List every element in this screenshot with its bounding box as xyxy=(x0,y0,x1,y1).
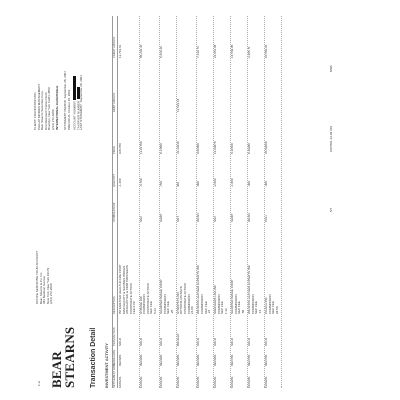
row-separator xyxy=(159,16,160,388)
cell-symbol: WLSN xyxy=(247,213,252,222)
cell-settlement-date: 10/02/01 xyxy=(247,376,252,388)
cell-transaction: SOLD xyxy=(247,337,252,346)
cell-trade-date: 09/26/01 xyxy=(175,354,180,366)
statement-info xyxy=(64,71,84,130)
description-line: .24 xyxy=(207,309,212,314)
col-header-trade: TRADE DATE xyxy=(113,349,116,366)
cell-trade-date: 09/27/01 xyxy=(230,354,235,366)
client-address-line: One Metrotech Center North xyxy=(43,92,48,130)
cell-settlement-date: 10/02/01 xyxy=(264,376,268,388)
cell-trade-date: 09/26/01 xyxy=(159,354,163,366)
col-header-price: PRICE xyxy=(113,146,116,154)
cell-symbol: SHRP xyxy=(159,213,163,222)
client-address-line: INTERNATIONAL CHARITABLE xyxy=(54,85,59,130)
description-line: SHARPER IMAGE CORP xyxy=(230,279,235,314)
cell-transaction: BOUGHT xyxy=(175,333,180,346)
col-header-quantity: QUANTITY xyxy=(113,173,116,187)
cell-quantity: -800 xyxy=(196,180,201,187)
cell-quantity: -400 xyxy=(264,180,268,187)
logo-line-2: STEARNS xyxy=(62,326,77,388)
cell-quantity: -700 xyxy=(159,180,163,187)
cell-transaction: SOLD xyxy=(159,337,163,346)
office-address-line: 383 Madison Avenue xyxy=(42,276,47,304)
cell-description xyxy=(214,285,228,314)
description-line: CORPORATE ACTION xyxy=(128,283,133,314)
description-line: UNSOLICITED & FIRM PROCEEDS xyxy=(125,265,130,314)
cell-symbol: SKX xyxy=(138,215,143,222)
col-header-settle: SETTLEMENT DATE xyxy=(113,363,116,388)
cell-debit: 12,523.18 xyxy=(175,98,180,112)
description-line: SEC FEE xyxy=(220,301,225,314)
cell-credit: 7,149.76 xyxy=(196,46,201,58)
cell-trade-date: 09/26/01 xyxy=(138,354,143,366)
description-line: FEE 0.00 xyxy=(132,301,137,314)
cell-trade-date: 09/27/01 xyxy=(247,354,252,366)
cell-symbol: SKX xyxy=(213,215,218,222)
description-line: COMMISSION xyxy=(216,294,221,314)
col-header-debit: DEBIT AMOUNT xyxy=(113,92,116,112)
office-address-line: New York, New York 10179 xyxy=(45,267,50,304)
cell-transaction: SOLD xyxy=(213,337,218,346)
description-line: 24.00 xyxy=(190,306,195,314)
row-separator xyxy=(281,16,282,388)
cell-description xyxy=(248,265,262,314)
description-line: SEC FEE xyxy=(166,301,171,314)
cell-price: 8.14500 xyxy=(159,143,163,154)
cell-quantity: -400 xyxy=(247,180,252,187)
cell-credit: 85,203.46 xyxy=(138,44,143,58)
client-address-line: PHILLIP MORRIS MANAGEMENT xyxy=(36,83,41,130)
cell-price: 12.04870 xyxy=(213,141,218,154)
description-line: SKECHERS USA INC xyxy=(213,284,218,314)
description-line: COMMISSION xyxy=(250,294,255,314)
description-line: 1.22 xyxy=(224,308,229,314)
cell-symbol: SGT xyxy=(175,215,180,222)
statement-info-row: LAST STATEMENT September 28, 2001 xyxy=(79,75,84,130)
col-header-credit: CREDIT AMOUNT xyxy=(113,36,116,58)
description-line: CORPORATE ACTION xyxy=(145,283,150,314)
description-line: WILSONS LEATHER EXPERTS INC xyxy=(247,264,252,314)
cell-price: 8.11500 xyxy=(230,143,235,154)
row-separator xyxy=(247,16,248,388)
cell-credit: 5,669.30 xyxy=(159,46,163,58)
cell-symbol: WLSN xyxy=(196,213,201,222)
description-line: SYNOPSYS INC xyxy=(175,291,180,314)
cell-credit: 13,719.61 xyxy=(118,44,122,58)
cell-trade-date: 09/26/01 xyxy=(118,354,122,366)
cell-settlement-date: 10/01/01 xyxy=(175,376,180,388)
description-line: CORPORATE ACTION xyxy=(183,283,188,314)
redaction-bar xyxy=(73,76,76,100)
cell-price: 26.52000 xyxy=(264,141,268,154)
cell-trade-date: 09/27/01 xyxy=(264,354,268,366)
description-line: SEC FEE xyxy=(271,301,276,314)
subsection-title: INVESTMENT ACTIVITY xyxy=(104,343,109,388)
office-address-line: Bear, Stearns & Co. Inc. xyxy=(38,271,43,304)
office-address-line: (212) 272-2000 xyxy=(49,283,54,304)
statement-info-row: ACCOUNT NUMBER xyxy=(73,71,77,130)
cell-description xyxy=(160,279,174,314)
cell-description xyxy=(231,279,245,314)
row-separator xyxy=(230,16,231,388)
cell-credit: 3,385.71 xyxy=(247,46,252,58)
cell-credit: 10,583.64 xyxy=(264,44,268,58)
header-rule-bottom xyxy=(117,16,118,388)
description-line: MAIN EQUITY & SAVINGS PRICES xyxy=(121,265,126,314)
statement-sheet xyxy=(30,12,346,392)
redaction-bar xyxy=(77,87,80,99)
description-line: SEC FEE xyxy=(237,301,242,314)
cell-price: 31.34640 xyxy=(175,141,180,154)
cell-description xyxy=(265,294,279,314)
description-line: COMMISSION xyxy=(267,294,272,314)
client-address-line: Brooklyn, New York 11201-3859 xyxy=(47,87,52,130)
statement-info-row: PREVIOUS October 26, 2001 xyxy=(66,89,71,130)
office-address-line: OFFICE SERVICING YOUR ACCOUNT xyxy=(35,250,39,304)
row-separator xyxy=(213,16,214,388)
col-header-description: DESCRIPTION xyxy=(113,296,116,314)
description-line: SEC FEE xyxy=(203,301,208,314)
cell-credit: 24,051.68 xyxy=(213,44,218,58)
description-line: COMMISSION xyxy=(162,294,167,314)
client-address-line: CLIENT: FOUNDATION INC. xyxy=(33,91,37,130)
description-line: 28.50 xyxy=(274,306,279,314)
cell-quantity: -6,700 xyxy=(138,178,143,187)
cell-symbol: COH xyxy=(264,215,268,222)
client-address xyxy=(34,84,59,130)
description-line: .25 xyxy=(169,309,174,314)
description-line: COMMISSION xyxy=(233,294,238,314)
description-line: 5.23 xyxy=(152,308,157,314)
cell-description xyxy=(177,283,195,314)
cell-price: 9.81780 xyxy=(118,143,122,154)
cell-trade-date: 09/26/01 xyxy=(213,354,218,366)
cell-description xyxy=(119,265,137,314)
cell-price: 9.00000 xyxy=(196,143,201,154)
description-line: COMMISSION xyxy=(142,294,147,314)
cell-settlement-date: 10/01/01 xyxy=(118,376,122,388)
footer-ref: MSB xyxy=(329,65,333,72)
cell-transaction: SOLD xyxy=(264,337,268,346)
description-line: SHARPER IMAGE CORP xyxy=(159,279,163,314)
cell-credit: 14,569.05 xyxy=(230,44,235,58)
cell-settlement-date: 10/01/01 xyxy=(159,376,163,388)
cell-settlement-date: 10/01/01 xyxy=(213,376,218,388)
client-address-line: (212) 272-1000 xyxy=(50,109,55,130)
cell-trade-date: 09/26/01 xyxy=(196,354,201,366)
description-line: SEC FEE xyxy=(254,301,259,314)
row-separator xyxy=(139,16,140,388)
col-header-symbol: SYMBOL/CUSIP xyxy=(113,202,116,222)
description-line: OPTIONS ON BACK xyxy=(179,286,184,314)
cell-price: 8.49280 xyxy=(247,143,252,154)
office-address xyxy=(36,251,54,304)
cell-symbol: SHRP xyxy=(230,213,235,222)
description-line: INTEGRATED HEALTHCARE CORP xyxy=(118,264,122,314)
description-line: SYBASE INC xyxy=(138,295,143,314)
cell-transaction: SOLD xyxy=(196,337,201,346)
cell-quantity: -1,800 xyxy=(230,178,235,187)
description-line: WILSONS LEATHER EXPERTS INC xyxy=(196,264,201,314)
cell-description xyxy=(140,283,158,314)
cell-quantity: -1,400 xyxy=(118,178,122,187)
row-separator xyxy=(264,16,265,388)
cell-quantity: -2,000 xyxy=(213,178,218,187)
statement-info-row: TAXPAYER NUMBER xyxy=(77,71,81,130)
page-marker: F-H xyxy=(37,381,41,386)
cell-settlement-date: 10/01/01 xyxy=(138,376,143,388)
section-title: Transaction Detail xyxy=(90,327,97,388)
cell-settlement-date: 10/02/01 xyxy=(230,376,235,388)
cell-quantity: 400 xyxy=(175,181,180,187)
statement-info-row: STATEMENT PERIOD September 28, 2001 xyxy=(63,71,67,130)
cell-settlement-date: 10/01/01 xyxy=(196,376,201,388)
description-line: .14 xyxy=(257,309,262,314)
cell-price: 13.01780 xyxy=(138,141,143,154)
row-separator xyxy=(196,16,197,388)
footer-page: 5/7 xyxy=(329,207,333,212)
client-address-line: Bear Stearns Securities Corp. xyxy=(40,90,45,130)
description-line: .58 xyxy=(240,309,245,314)
description-line: COACH INC xyxy=(264,297,268,314)
description-line: SEC FEE xyxy=(149,301,154,314)
logo-line-1: BEAR xyxy=(49,351,64,388)
col-header-transaction: TRANSACTION xyxy=(113,327,116,346)
description-line: COMMISSION xyxy=(199,294,204,314)
description-line: COMMISSION xyxy=(186,294,191,314)
footer-code: 1007001-12-09 001 xyxy=(329,125,333,152)
cell-transaction: SOLD xyxy=(118,337,122,346)
cell-transaction: SOLD xyxy=(138,337,143,346)
cell-transaction: SOLD xyxy=(230,337,235,346)
cell-description xyxy=(197,265,211,314)
